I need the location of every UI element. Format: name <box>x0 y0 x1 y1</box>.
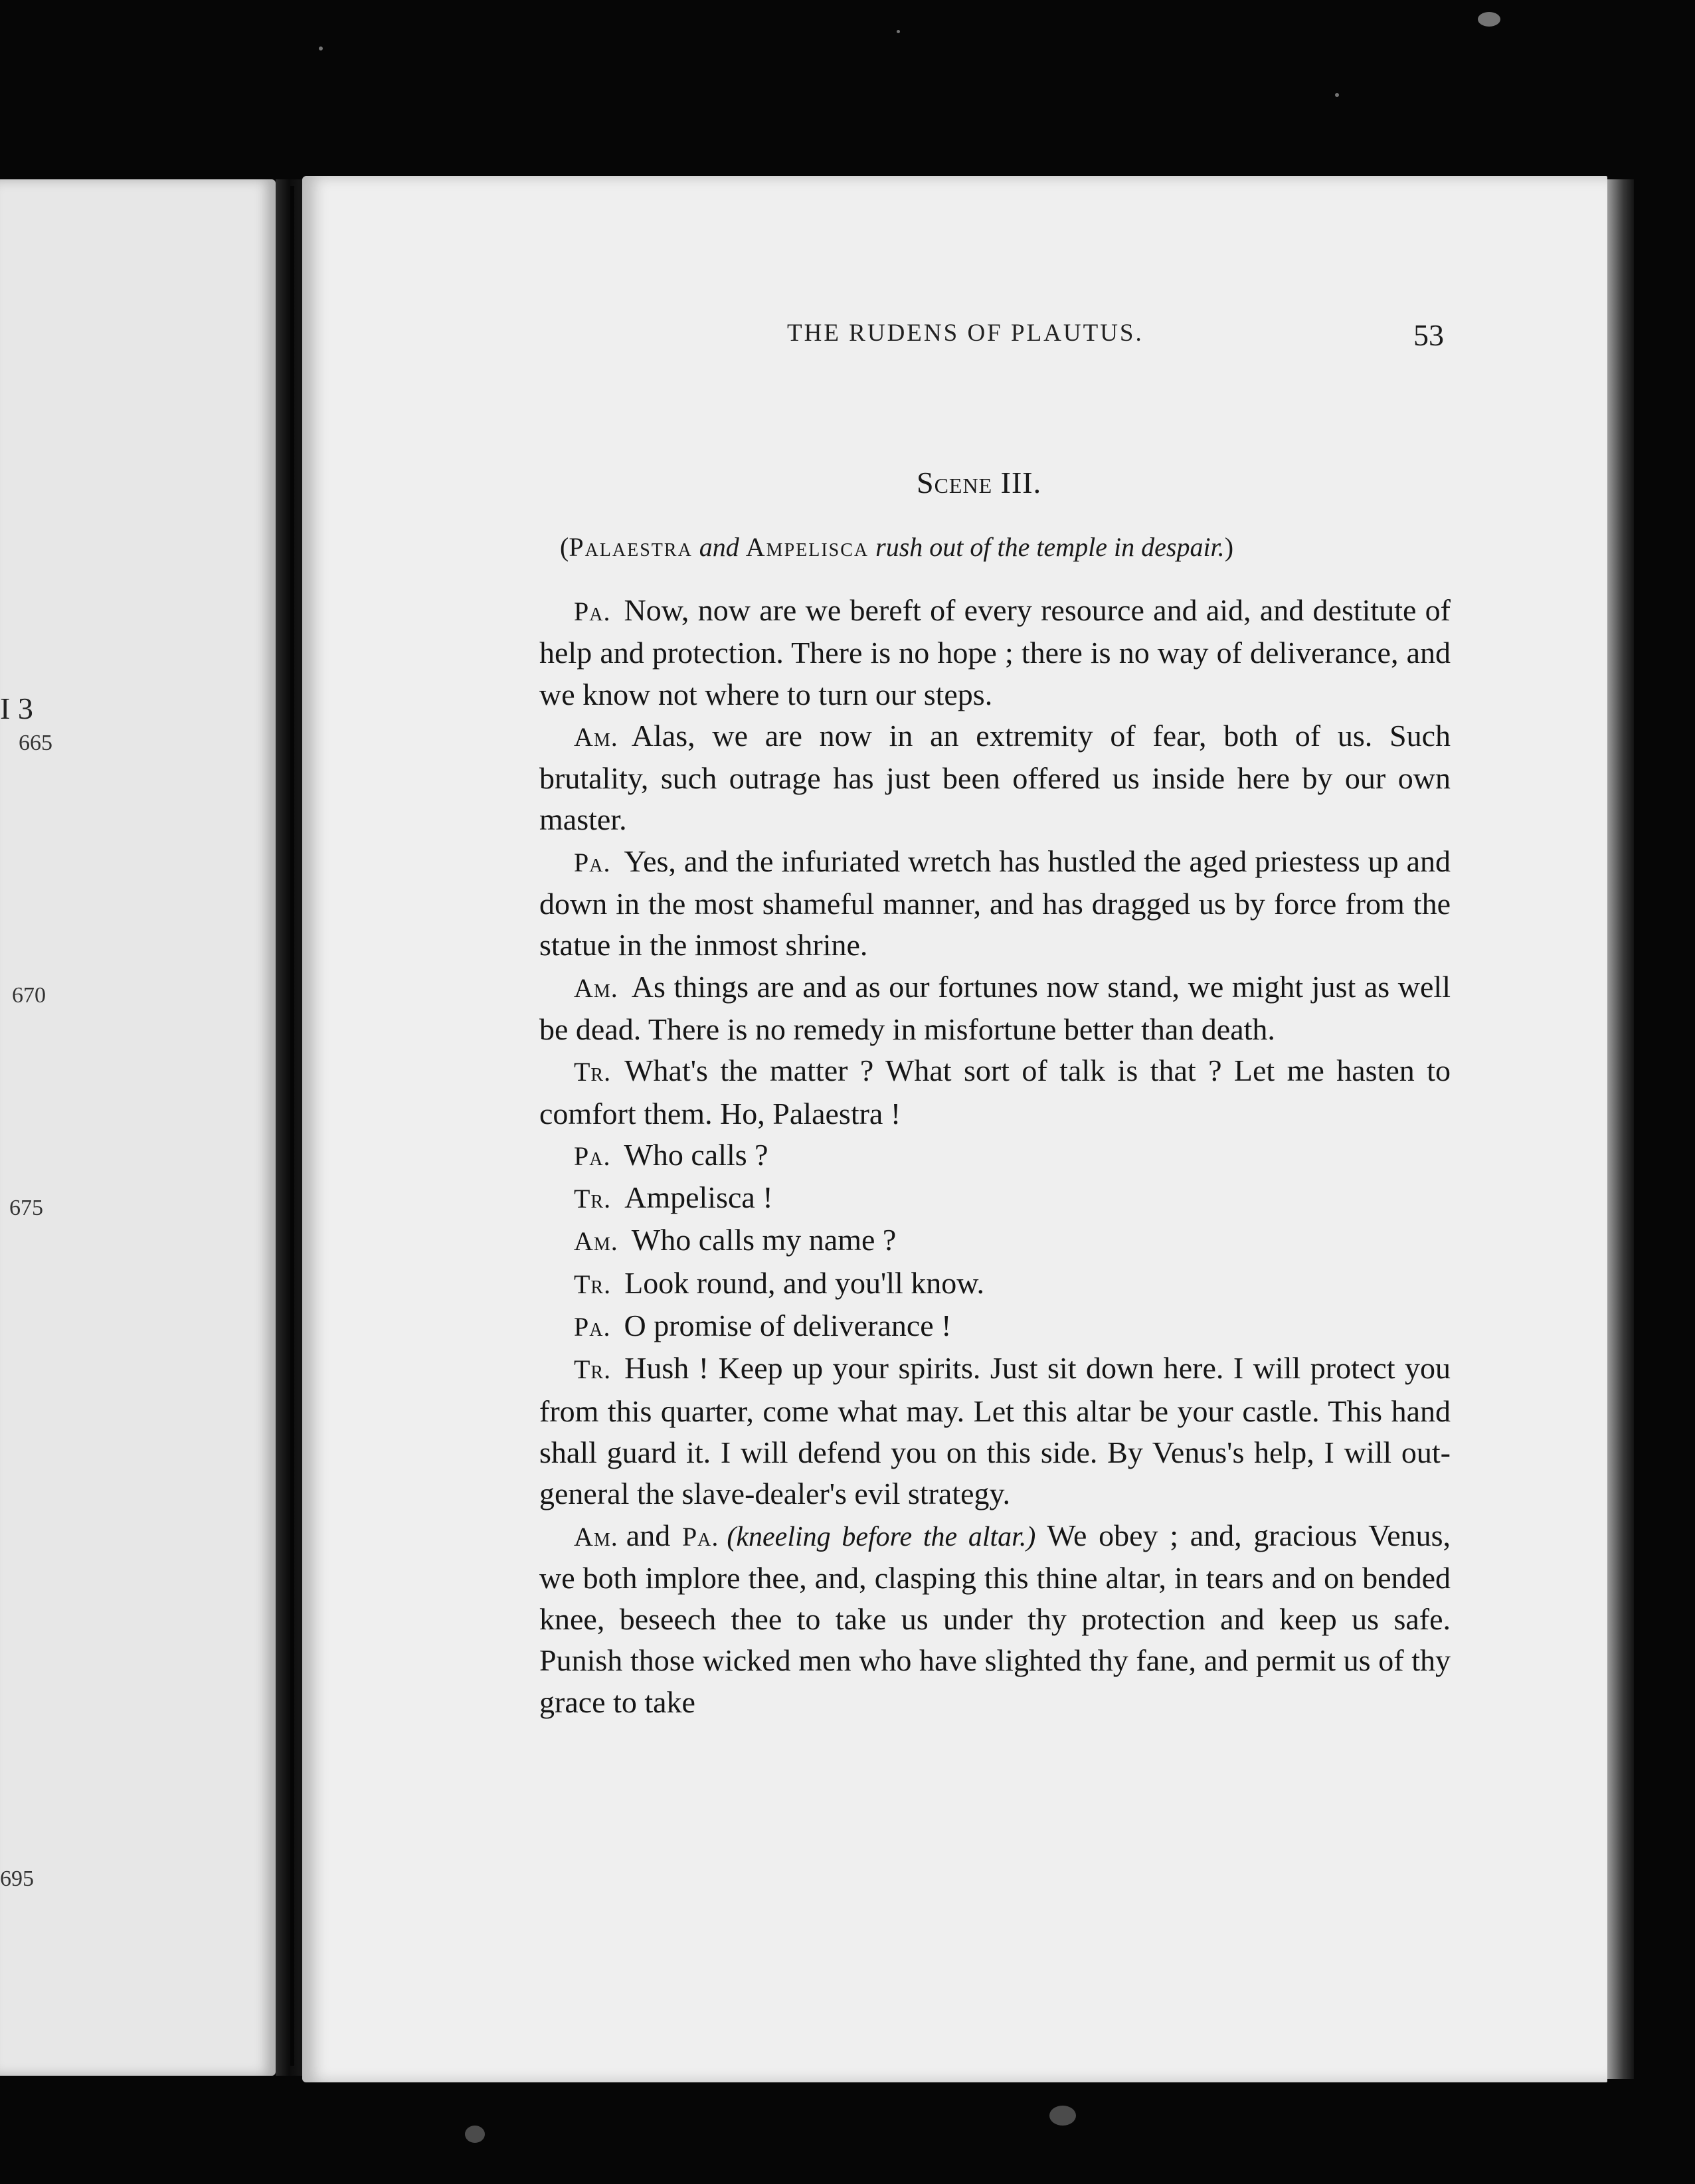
speech-paragraph <box>539 1177 1451 1220</box>
left-line-number: 695 <box>0 1866 34 1891</box>
speaker-conjunction: and <box>626 1518 671 1552</box>
speech-text: What's the matter ? What sort of talk is that ? Let me hasten to comfort them. Ho, Palaestra ! <box>539 1053 1451 1131</box>
stage-direction-text: rush out of the temple in despair. <box>869 532 1225 562</box>
dialogue-body <box>539 590 1451 1723</box>
scan-speck <box>465 2126 485 2143</box>
speaker-label: Am. <box>574 1521 618 1552</box>
scan-speck <box>1049 2106 1076 2126</box>
left-line-number: 665 <box>19 731 52 755</box>
stage-direction-open-paren: ( <box>560 532 569 562</box>
inline-stage-direction: (kneeling before the altar.) <box>727 1521 1036 1552</box>
speaker-label: Am. <box>574 1226 618 1257</box>
speech-text: We obey ; and, gracious Venus, we both implore thee, and, clasping this thine altar, in tears and on bended knee, beseech thee to take us under thy protection and keep us safe. Punish those wicked men who have slighted thy fane, and permit us of thy grace to take <box>539 1518 1451 1719</box>
speaker-label: Pa. <box>574 1312 611 1342</box>
speech-paragraph <box>539 841 1451 966</box>
speaker-label: Am. <box>574 972 618 1003</box>
speech-text: Hush ! Keep up your spirits. Just sit down here. I will protect you from this quarter, come what may. Let this altar be your castle. This hand shall guard it. I will defend you on this side. By Venus's help, I will out-general the slave-dealer's evil strategy. <box>539 1351 1451 1511</box>
left-line-number: 670 <box>12 983 46 1008</box>
left-line-number: 675 <box>9 1196 43 1220</box>
left-facing-page <box>0 179 276 2076</box>
speaker-label: Tr. <box>574 1354 612 1385</box>
scan-speck <box>1478 12 1500 27</box>
speaker-label: Tr. <box>574 1057 612 1087</box>
speech-paragraph <box>539 1348 1451 1514</box>
page-number: 53 <box>1413 318 1444 352</box>
speech-text: Who calls ? <box>624 1137 768 1172</box>
speech-paragraph <box>539 1135 1451 1177</box>
speech-text: Ampelisca ! <box>624 1180 773 1215</box>
character-name: Ampelisca <box>745 532 869 562</box>
speaker-label: Tr. <box>574 1184 612 1214</box>
speech-paragraph <box>539 715 1451 841</box>
speech-text: O promise of deliverance ! <box>624 1309 952 1343</box>
scan-speck <box>319 46 323 50</box>
stage-direction <box>560 531 1443 563</box>
speech-text: Now, now are we bereft of every resource and aid, and destitute of help and protection. There is no hope ; there is no way of deliverance, and we know not where to turn our steps. <box>539 593 1451 711</box>
speech-paragraph <box>539 1050 1451 1135</box>
scan-speck <box>1335 93 1339 97</box>
binding-thread <box>290 186 294 2066</box>
speech-text: Look round, and you'll know. <box>624 1265 985 1300</box>
running-head-title: THE RUDENS OF PLAUTUS. <box>787 319 1144 347</box>
speech-text: Who calls my name ? <box>631 1223 897 1257</box>
speaker-label: Tr. <box>574 1269 612 1299</box>
speech-paragraph <box>539 1220 1451 1262</box>
speaker-label: Pa. <box>681 1521 719 1552</box>
character-name: Palaestra <box>569 532 693 562</box>
speaker-label: Pa. <box>574 1140 611 1171</box>
page-edge-shadow <box>1607 179 1634 2079</box>
speaker-label: Pa. <box>574 847 611 877</box>
speech-paragraph <box>539 1263 1451 1305</box>
speech-paragraph <box>539 590 1451 715</box>
stage-direction-text: and <box>692 532 746 562</box>
scan-speck <box>897 30 900 33</box>
speech-text: Yes, and the infuriated wretch has hustled the aged priestess up and down in the most shameful manner, and has dragged us by force from the statue in the inmost shrine. <box>539 844 1451 962</box>
speech-text: As things are and as our fortunes now stand, we might just as well be dead. There is no remedy in misfortune better than death. <box>539 969 1451 1046</box>
speech-paragraph-final <box>539 1515 1451 1723</box>
speaker-label: Pa. <box>574 596 611 626</box>
speaker-label: Am. <box>574 721 618 752</box>
speech-paragraph <box>539 1305 1451 1348</box>
scene-heading: Scene III. <box>917 466 1042 500</box>
stage-direction-close-paren: ) <box>1224 532 1234 562</box>
speech-paragraph <box>539 966 1451 1051</box>
left-page-edge-text: I 3 <box>0 691 33 725</box>
speech-text: Alas, we are now in an extremity of fear, both of us. Such brutality, such outrage has just been offered us inside here by our own master. <box>539 718 1451 837</box>
